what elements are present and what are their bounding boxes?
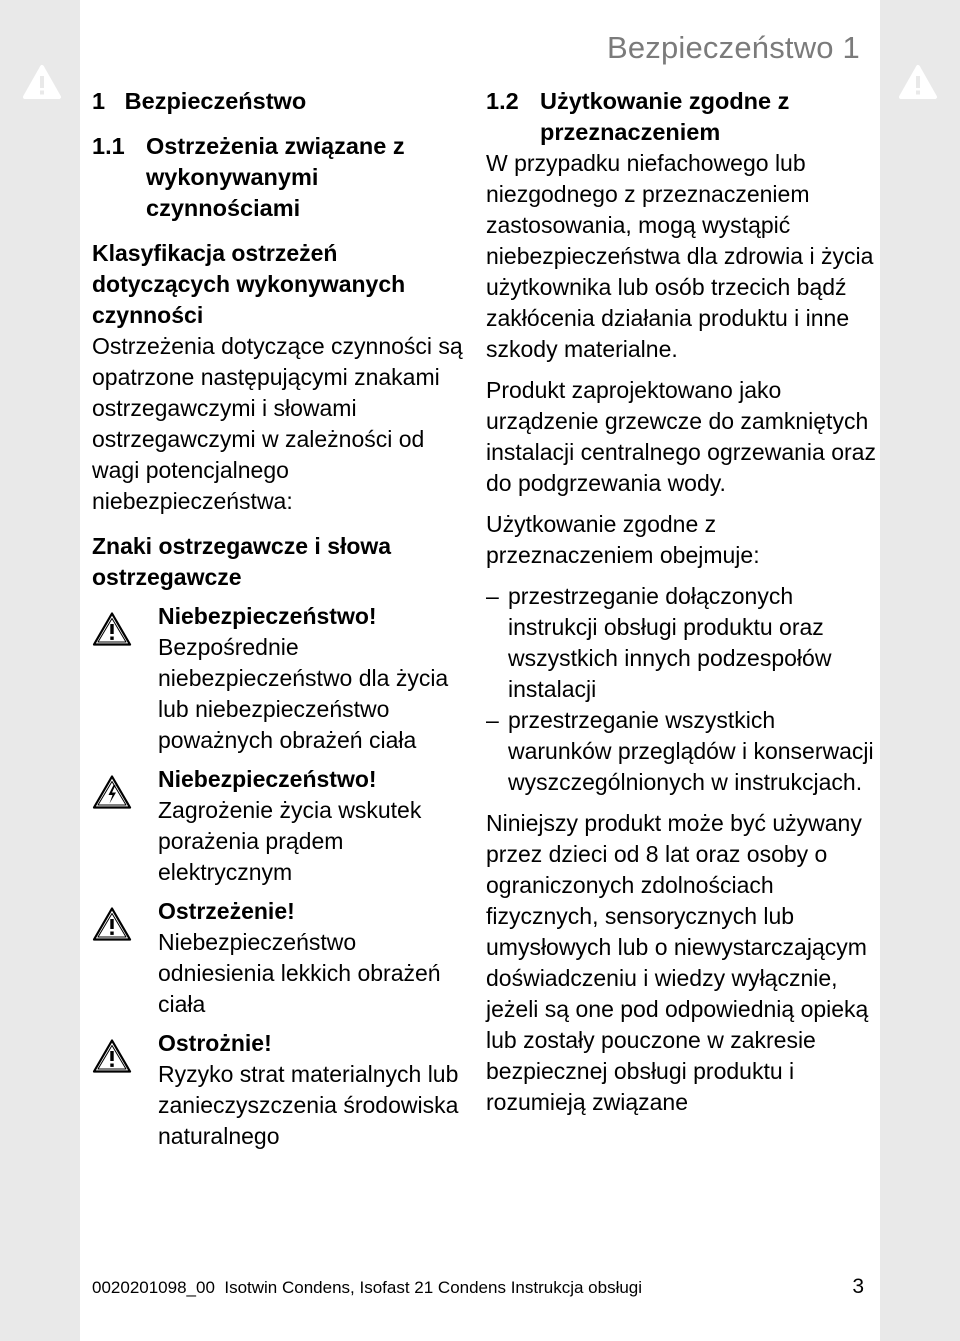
- warning-title: Ostrożnie!: [158, 1030, 272, 1056]
- list-item-text: przestrzeganie wszystkich warunków przeglądów i konserwacji wyszczególnionych w instrukcjach.: [508, 707, 874, 795]
- warning-title: Niebezpieczeństwo!: [158, 766, 377, 792]
- warning-triangle-icon: [92, 611, 132, 647]
- subsection-title: Ostrzeżenia związane z wykonywanymi czynnościami: [146, 133, 405, 221]
- warning-notice: [92, 1028, 470, 1152]
- warning-text: Niebezpieczeństwo odniesienia lekkich obrażeń ciała: [158, 929, 441, 1017]
- warning-text: Bezpośrednie niebezpieczeństwo dla życia lub niebezpieczeństwo poważnych obrażeń ciała: [158, 634, 449, 753]
- warning-title: Ostrzeżenie!: [158, 898, 295, 924]
- classification-text: Ostrzeżenia dotyczące czynności są opatrzone następującymi znakami ostrzegawczymi i słowami ostrzegawczymi w zależności od wagi potencjalnego niebezpieczeństwa:: [92, 333, 463, 514]
- paragraph: Użytkowanie zgodne z przeznaczeniem obejmuje:: [486, 511, 760, 568]
- electric-hazard-icon: [92, 774, 132, 810]
- paragraph: Niniejszy produkt może być używany przez dzieci od 8 lat oraz osoby o ograniczonych zdolnościach fizycznych, sensorycznych lub umysłowych lub o niewystarczającym doświadczeniu i wiedzy wyłącznie, jeżeli są one pod odpowiednią opieką lub zostały pouczone w zakresie bezpiecznej obsługi produktu i rozumieją związane: [486, 810, 869, 1115]
- warning-title: Niebezpieczeństwo!: [158, 603, 377, 629]
- footer-doc-info: 0020201098_00 Isotwin Condens, Isofast 21 Condens Instrukcja obsługi: [92, 1278, 643, 1297]
- left-side-strip: [0, 0, 80, 1341]
- subsection-heading: [486, 86, 876, 148]
- page-header: Bezpieczeństwo 1: [606, 30, 860, 65]
- subsection-title: Użytkowanie zgodne z przeznaczeniem: [540, 88, 790, 145]
- warning-text: Zagrożenie życia wskutek porażenia prądem elektrycznym: [158, 797, 422, 885]
- warning-electric: [92, 764, 470, 888]
- list-marker: –: [486, 583, 499, 609]
- subsection-number: 1.1: [92, 133, 125, 159]
- list-item-text: przestrzeganie dołączonych instrukcji obsługi produktu oraz wszystkich innych podzespołów instalacji: [508, 583, 832, 702]
- warning-triangle-icon: [22, 64, 62, 100]
- left-column: [92, 86, 470, 1152]
- warning-text: Ryzyko strat materialnych lub zanieczyszczenia środowiska naturalnego: [158, 1061, 459, 1149]
- right-column: [486, 86, 876, 1118]
- warning-caution: [92, 896, 470, 1020]
- warning-danger: [92, 601, 470, 756]
- warning-triangle-icon: [92, 906, 132, 942]
- list-item: [486, 705, 876, 798]
- paragraph: W przypadku niefachowego lub niezgodnego z przeznaczeniem zastosowania, mogą wystąpić niebezpieczeństwa dla zdrowia i życia użytkownika lub osób trzecich bądź zakłócenia działania produktu i inne szkody materialne.: [486, 150, 874, 362]
- usage-list: [486, 581, 876, 798]
- right-side-strip: [880, 0, 960, 1341]
- warning-triangle-icon: [898, 64, 938, 100]
- subsection-number: 1.2: [486, 88, 519, 114]
- warning-triangle-icon: [92, 1038, 132, 1074]
- signs-heading: Znaki ostrzegawcze i słowa ostrzegawcze: [92, 533, 392, 590]
- list-item: [486, 581, 876, 705]
- classification-heading: Klasyfikacja ostrzeżeń dotyczących wykonywanych czynności: [92, 240, 406, 328]
- section-title: 1 Bezpieczeństwo: [92, 88, 307, 114]
- paragraph: Produkt zaprojektowano jako urządzenie grzewcze do zamkniętych instalacji centralnego ogrzewania oraz do podgrzewania wody.: [486, 377, 876, 496]
- footer: [92, 1275, 864, 1299]
- list-marker: –: [486, 707, 499, 733]
- page-number: 3: [852, 1275, 864, 1298]
- subsection-heading: [92, 131, 470, 224]
